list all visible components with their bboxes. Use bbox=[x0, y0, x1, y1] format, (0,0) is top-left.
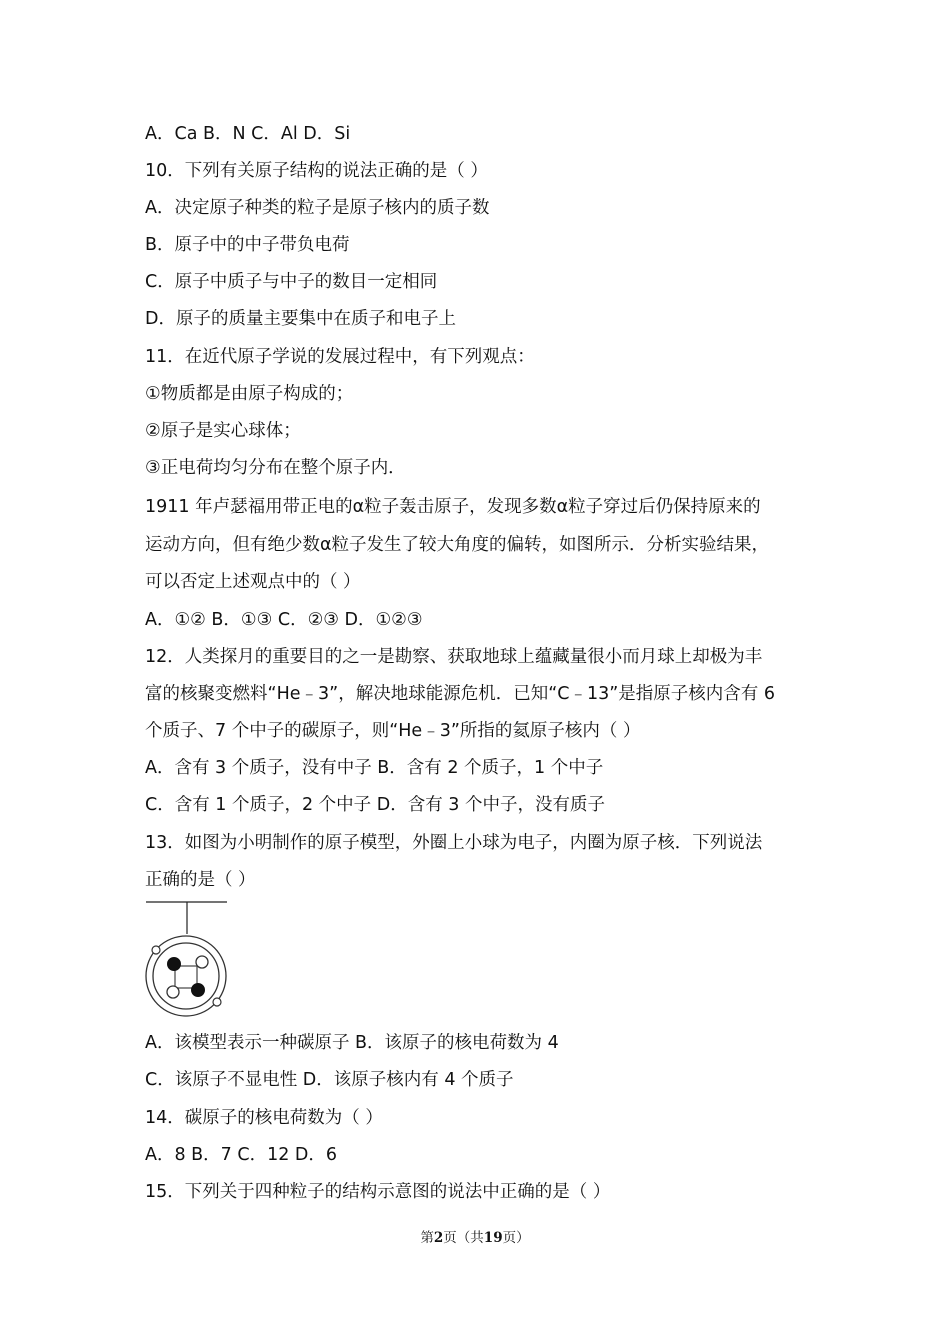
q12-text-line-1: 12．人类探月的重要目的之一是勘察、获取地球上蕴藏量很小而月球上却极为丰 bbox=[145, 647, 763, 667]
atom-model-figure bbox=[140, 898, 240, 1018]
q10-option-d: D．原子的质量主要集中在质子和电子上 bbox=[145, 309, 456, 329]
q11-text-line-1: 1911 年卢瑟福用带正电的α粒子轰击原子，发现多数α粒子穿过后仍保持原来的 bbox=[145, 497, 761, 517]
q9-options: A．Ca B．N C．Al D．Si bbox=[145, 124, 351, 144]
footer-total-pages: 19 bbox=[483, 1230, 503, 1246]
q11-text-line-2: 运动方向，但有绝少数α粒子发生了较大角度的偏转，如图所示．分析实验结果， bbox=[145, 535, 770, 555]
neutron bbox=[167, 986, 179, 998]
q12-text-line-2: 富的核聚变燃料“He﹣3”，解决地球能源危机．已知“C﹣13”是指原子核内含有 6 bbox=[145, 684, 776, 704]
q12-options-ab: A．含有 3 个质子，没有中子 B．含有 2 个质子，1 个中子 bbox=[145, 758, 604, 778]
q11-view-2: ②原子是实心球体； bbox=[145, 421, 301, 441]
q11-text-line-3: 可以否定上述观点中的（ ） bbox=[145, 572, 361, 592]
q11-view-1: ①物质都是由原子构成的； bbox=[145, 384, 354, 404]
q11-view-3: ③正电荷均匀分布在整个原子内． bbox=[145, 458, 406, 478]
q14-options: A．8 B．7 C．12 D．6 bbox=[145, 1145, 338, 1165]
q13-text-line-1: 13．如图为小明制作的原子模型，外圈上小球为电子，内圈为原子核．下列说法 bbox=[145, 833, 763, 853]
q10-option-a: A．决定原子种类的粒子是原子核内的质子数 bbox=[145, 198, 490, 218]
footer-prefix: 第 bbox=[420, 1230, 434, 1246]
proton bbox=[192, 984, 205, 997]
q10-option-c: C．原子中质子与中子的数目一定相同 bbox=[145, 272, 438, 292]
neutron bbox=[196, 956, 208, 968]
electron bbox=[213, 998, 221, 1006]
page-footer bbox=[0, 1226, 950, 1246]
footer-page-number: 2 bbox=[433, 1230, 444, 1246]
proton bbox=[168, 958, 181, 971]
q13-text-line-2: 正确的是（ ） bbox=[145, 870, 256, 890]
q13-options-ab: A．该模型表示一种碳原子 B．该原子的核电荷数为 4 bbox=[145, 1033, 559, 1053]
q10-option-b: B．原子中的中子带负电荷 bbox=[145, 235, 350, 255]
q11-stem: 11．在近代原子学说的发展过程中，有下列观点： bbox=[145, 347, 535, 367]
footer-suffix: 页） bbox=[502, 1230, 530, 1246]
electron bbox=[152, 946, 160, 954]
q11-options: A．①② B．①③ C．②③ D．①②③ bbox=[145, 610, 423, 630]
q12-options-cd: C．含有 1 个质子，2 个中子 D．含有 3 个中子，没有质子 bbox=[145, 795, 605, 815]
q15-stem: 15．下列关于四种粒子的结构示意图的说法中正确的是（ ） bbox=[145, 1182, 611, 1202]
electron-orbit-inner bbox=[153, 943, 219, 1009]
q13-options-cd: C．该原子不显电性 D．该原子核内有 4 个质子 bbox=[145, 1070, 514, 1090]
q12-text-line-3: 个质子、7 个中子的碳原子，则“He﹣3”所指的氦原子核内（ ） bbox=[145, 721, 641, 741]
q14-stem: 14．碳原子的核电荷数为（ ） bbox=[145, 1108, 383, 1128]
q10-stem: 10．下列有关原子结构的说法正确的是（ ） bbox=[145, 161, 488, 181]
footer-middle: 页（共 bbox=[443, 1230, 484, 1246]
